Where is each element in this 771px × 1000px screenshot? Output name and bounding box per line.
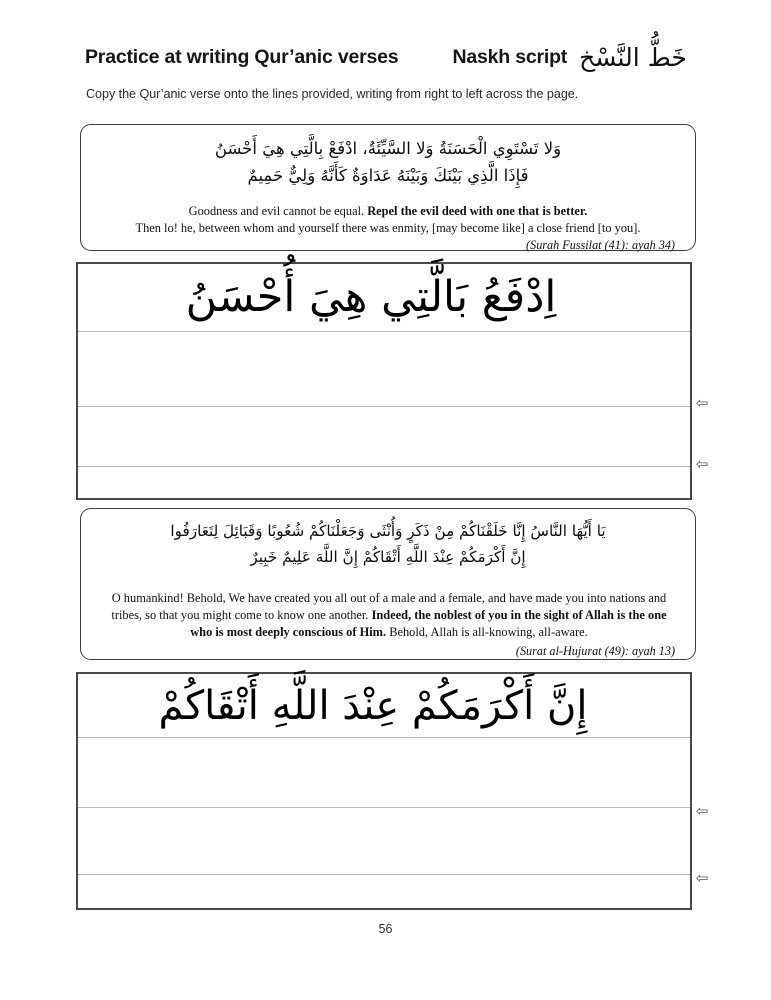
script-label: Naskh script <box>452 46 568 68</box>
practice-model-text-2: إِنَّ أَكْرَمَكُمْ عِنْدَ اللَّهِ أَتْقَاكُمْ <box>158 683 588 729</box>
rule-line <box>78 406 690 407</box>
direction-arrow-icon: ⇦ <box>695 802 709 820</box>
verse-arabic-line: وَلا تَسْتَوِي الْحَسَنَةُ وَلا السَّيِّئَةُ، ادْفَعْ بِالَّتِي هِيَ أَحْسَنُ <box>214 139 562 158</box>
verse-reference-1: (Surah Fussilat (41): ayah 34) <box>526 238 675 252</box>
direction-arrow-icon: ⇦ <box>695 394 709 412</box>
rule-line <box>78 807 690 808</box>
verse-reference-2: (Surat al-Hujurat (49): ayah 13) <box>515 644 675 658</box>
translation-bold: Indeed, the noblest of you in the sight of Allah is the one who is most deeply conscious of Him. <box>190 608 667 640</box>
verse-arabic-line: يَا أَيُّهَا النَّاسُ إِنَّا خَلَقْنَاكُمْ مِنْ ذَكَرٍ وَأُنْثَى وَجَعَلْنَاكُمْ شُعُوبًا وَقَبَائِلَ لِتَعَارَفُوا <box>170 522 606 540</box>
verse-arabic-line: إِنَّ أَكْرَمَكُمْ عِنْدَ اللَّهِ أَتْقَاكُمْ إِنَّ اللَّهَ عَلِيمٌ خَبِيرٌ <box>250 547 526 566</box>
page-title: Practice at writing Qur’anic verses <box>85 46 399 68</box>
direction-arrow-icon: ⇦ <box>695 869 709 887</box>
practice-box-1[interactable] <box>76 262 692 500</box>
rule-line <box>78 331 690 332</box>
direction-arrow-icon: ⇦ <box>695 455 709 473</box>
verse-arabic-1 <box>81 136 695 189</box>
verse-arabic-2 <box>81 519 695 570</box>
script-label-arabic: خَطُّ النَّسْخ <box>579 43 687 72</box>
translation-plain: Goodness and evil cannot be equal. <box>188 204 368 218</box>
practice-box-2[interactable] <box>76 672 692 910</box>
translation-bold: Repel the evil deed with one that is better. <box>367 204 588 218</box>
page-number: 56 <box>378 922 393 936</box>
rule-line <box>78 874 690 875</box>
translation-part1: O humankind! Behold, We have created you all out of a male and a female, and have made you into nations and tribes, so that you might come to know one another. <box>111 591 667 623</box>
verse-arabic-line: فَإِذَا الَّذِي بَيْنَكَ وَبَيْنَهُ عَدَاوَةٌ كَأَنَّهُ وَلِيٌّ حَمِيمٌ <box>247 165 529 185</box>
translation-part2: Behold, Allah is all-knowing, all-aware. <box>386 625 588 640</box>
instructions-text: Copy the Qur’anic verse onto the lines provided, writing from right to left across the page. <box>86 87 579 101</box>
rule-line <box>78 737 690 738</box>
translation-line2: Then lo! he, between whom and yourself there was enmity, [may become like] a close friend [to you]. <box>135 221 641 236</box>
verse-translation-1 <box>107 203 669 237</box>
page-header <box>85 42 700 76</box>
verse-translation-2 <box>107 590 671 641</box>
practice-model-text-1: اِدْفَعُ بَالَّتِي هِيَ أُحْسَنُ <box>185 272 557 322</box>
verse-box-1 <box>80 124 696 251</box>
rule-line <box>78 466 690 467</box>
verse-box-2 <box>80 508 696 660</box>
